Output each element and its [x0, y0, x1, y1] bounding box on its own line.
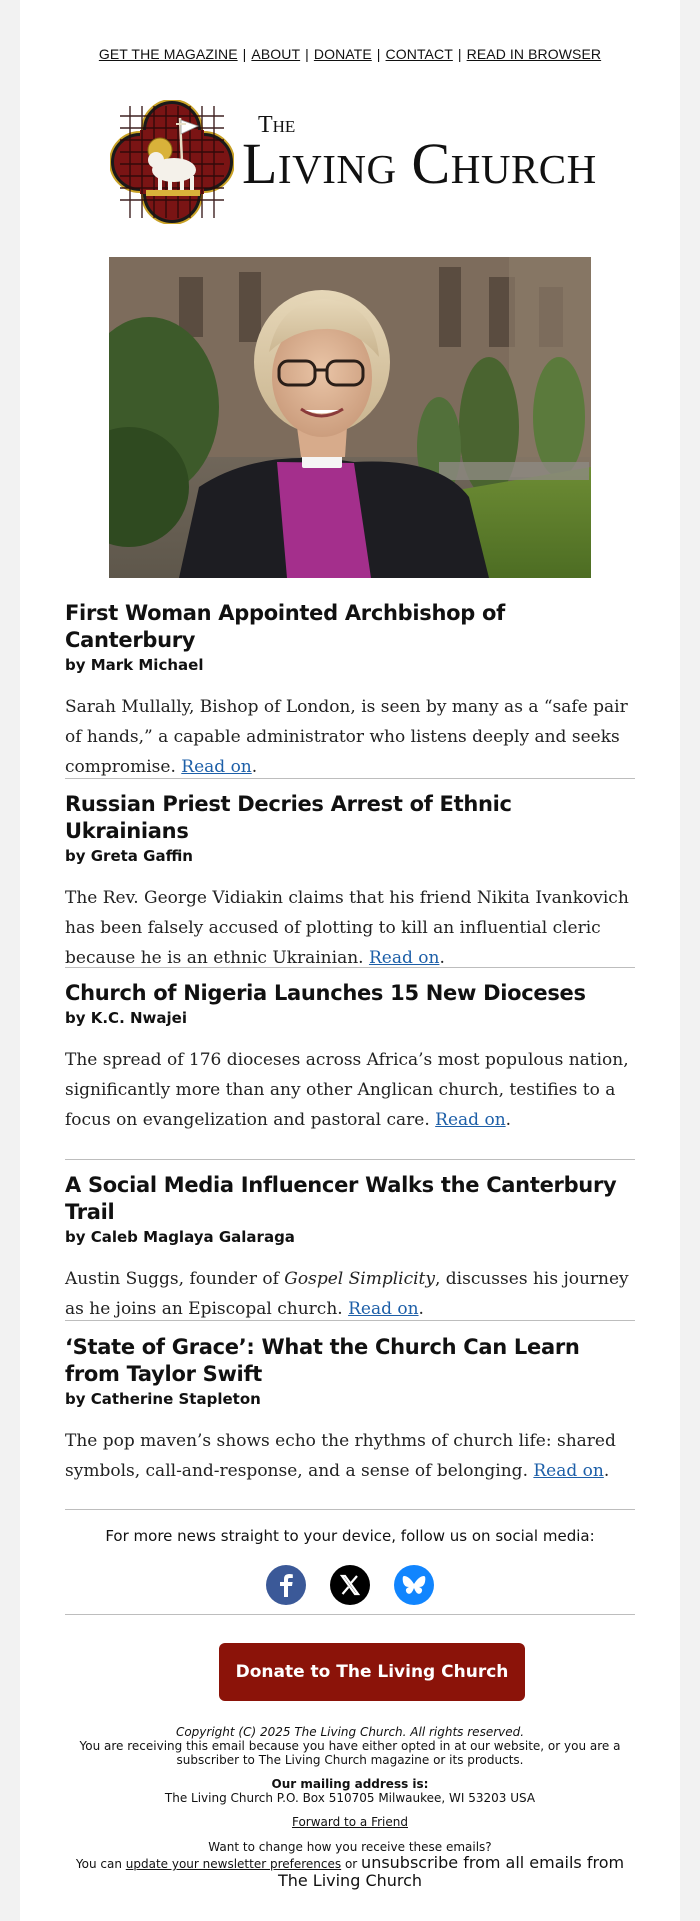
article-byline: by K.C. Nwajei [65, 1009, 187, 1027]
top-nav [20, 46, 680, 62]
divider [65, 967, 635, 968]
article-2 [65, 791, 635, 973]
update-preferences-link[interactable]: update your newsletter preferences [125, 1857, 342, 1871]
or-text: or [341, 1857, 362, 1871]
archbishop-portrait-image [109, 257, 591, 578]
nav-donate[interactable]: DONATE [313, 46, 372, 62]
summary-italic: Gospel Simplicity [284, 1269, 435, 1289]
x-icon[interactable] [330, 1565, 370, 1605]
email-container [20, 0, 680, 1921]
preferences-line [60, 1854, 640, 1890]
article-summary: The Rev. George Vidiakin claims that his friend Nikita Ivankovich has been falsely accused of plotting to kill an influential cleric because he is an ethnic Ukrainian. Read on. [65, 888, 629, 968]
divider [65, 778, 635, 779]
summary-text-after: , discusses his journey as he joins an Episcopal church. [65, 1269, 629, 1319]
article-title[interactable]: A Social Media Influencer Walks the Canterbury Trail [65, 1173, 617, 1224]
article-3 [65, 980, 635, 1135]
forward-to-friend-link[interactable]: Forward to a Friend [291, 1815, 408, 1829]
mailing-address-label: Our mailing address is: [271, 1777, 429, 1791]
read-on-link[interactable]: Read on [348, 1299, 419, 1319]
article-title[interactable]: Russian Priest Decries Arrest of Ethnic Ukrainians [65, 792, 512, 843]
summary-text: Sarah Mullally, Bishop of London, is seen by many as a “safe pair of hands,” a capable administrator who listens deeply and seeks compromise. [65, 697, 628, 777]
nav-read-in-browser[interactable]: READ IN BROWSER [466, 46, 602, 62]
summary-text: Austin Suggs, founder of [65, 1269, 285, 1289]
article-title[interactable]: ‘State of Grace’: What the Church Can Learn from Taylor Swift [65, 1335, 580, 1386]
wordmark-the: The [258, 112, 296, 138]
social-follow-text: For more news straight to your device, follow us on social media: [105, 1527, 595, 1545]
article-byline: by Greta Gaffin [65, 847, 193, 865]
nav-separator: | [242, 46, 247, 62]
article-4 [65, 1172, 635, 1324]
read-on-link[interactable]: Read on [368, 948, 440, 968]
article-summary: Sarah Mullally, Bishop of London, is seen by many as a “safe pair of hands,” a capable administrator who listens deeply and seeks compromise. Read on. [65, 697, 628, 777]
read-on-link[interactable]: Read on [435, 1110, 506, 1130]
lamb-seal-icon [110, 100, 234, 224]
read-on-link[interactable]: Read on [533, 1461, 604, 1481]
nav-separator: | [376, 46, 381, 62]
subscription-reason: You are receiving this email because you have either opted in at our website, or you are a subscriber to The Living Church magazine or its products. [79, 1739, 621, 1767]
divider [65, 1159, 635, 1160]
article-title[interactable]: Church of Nigeria Launches 15 New Dioceses [65, 981, 586, 1005]
copyright-text: Copyright (C) 2025 The Living Church. All rights reserved. [175, 1725, 525, 1739]
footer [60, 1725, 640, 1890]
site-logo[interactable] [90, 100, 630, 230]
wordmark-name: Living Church [242, 131, 597, 196]
divider [65, 1614, 635, 1615]
article-byline: by Caleb Maglaya Galaraga [65, 1228, 295, 1246]
hero-image[interactable] [109, 257, 591, 578]
divider [65, 1320, 635, 1321]
change-question: Want to change how you receive these emails? [208, 1840, 492, 1854]
you-can-text: You can [75, 1857, 126, 1871]
facebook-icon[interactable] [266, 1565, 306, 1605]
summary-text: The spread of 176 dioceses across Africa’s most populous nation, significantly more than any other Anglican church, testifies to a focus on evangelization and pastoral care. [65, 1050, 629, 1130]
bluesky-icon[interactable] [394, 1565, 434, 1605]
article-5 [65, 1334, 635, 1486]
nav-about[interactable]: ABOUT [251, 46, 301, 62]
read-on-link[interactable]: Read on [181, 757, 252, 777]
wordmark [242, 112, 597, 196]
article-summary: The spread of 176 dioceses across Africa’s most populous nation, significantly more than any other Anglican church, testifies to a focus on evangelization and pastoral care. Read on. [65, 1050, 629, 1130]
mailing-address: The Living Church P.O. Box 510705 Milwaukee, WI 53203 USA [164, 1791, 536, 1805]
summary-text: The pop maven’s shows echo the rhythms of church life: shared symbols, call-and-response, and a sense of belonging. [65, 1431, 616, 1481]
divider [65, 1509, 635, 1510]
article-title[interactable]: First Woman Appointed Archbishop of Canterbury [65, 601, 505, 652]
unsubscribe-link[interactable]: unsubscribe from all emails from The Living Church [277, 1853, 625, 1890]
nav-separator: | [305, 46, 309, 62]
article-byline: by Catherine Stapleton [65, 1390, 261, 1408]
nav-separator: | [457, 46, 462, 62]
summary-text: The Rev. George Vidiakin claims that his friend Nikita Ivankovich has been falsely accused of plotting to kill an influential cleric because he is an ethnic Ukrainian. [65, 888, 629, 968]
article-1 [65, 600, 635, 782]
donate-button[interactable]: Donate to The Living Church [219, 1643, 525, 1701]
article-summary: Austin Suggs, founder of Gospel Simplicity, discusses his journey as he joins an Episcopal church. Read on. [65, 1269, 629, 1319]
nav-get-the-magazine[interactable]: GET THE MAGAZINE [98, 46, 238, 62]
nav-contact[interactable]: CONTACT [385, 46, 453, 62]
article-summary: The pop maven’s shows echo the rhythms of church life: shared symbols, call-and-response, and a sense of belonging. Read on. [65, 1431, 616, 1481]
social-icons [20, 1565, 680, 1605]
article-byline: by Mark Michael [65, 656, 204, 674]
